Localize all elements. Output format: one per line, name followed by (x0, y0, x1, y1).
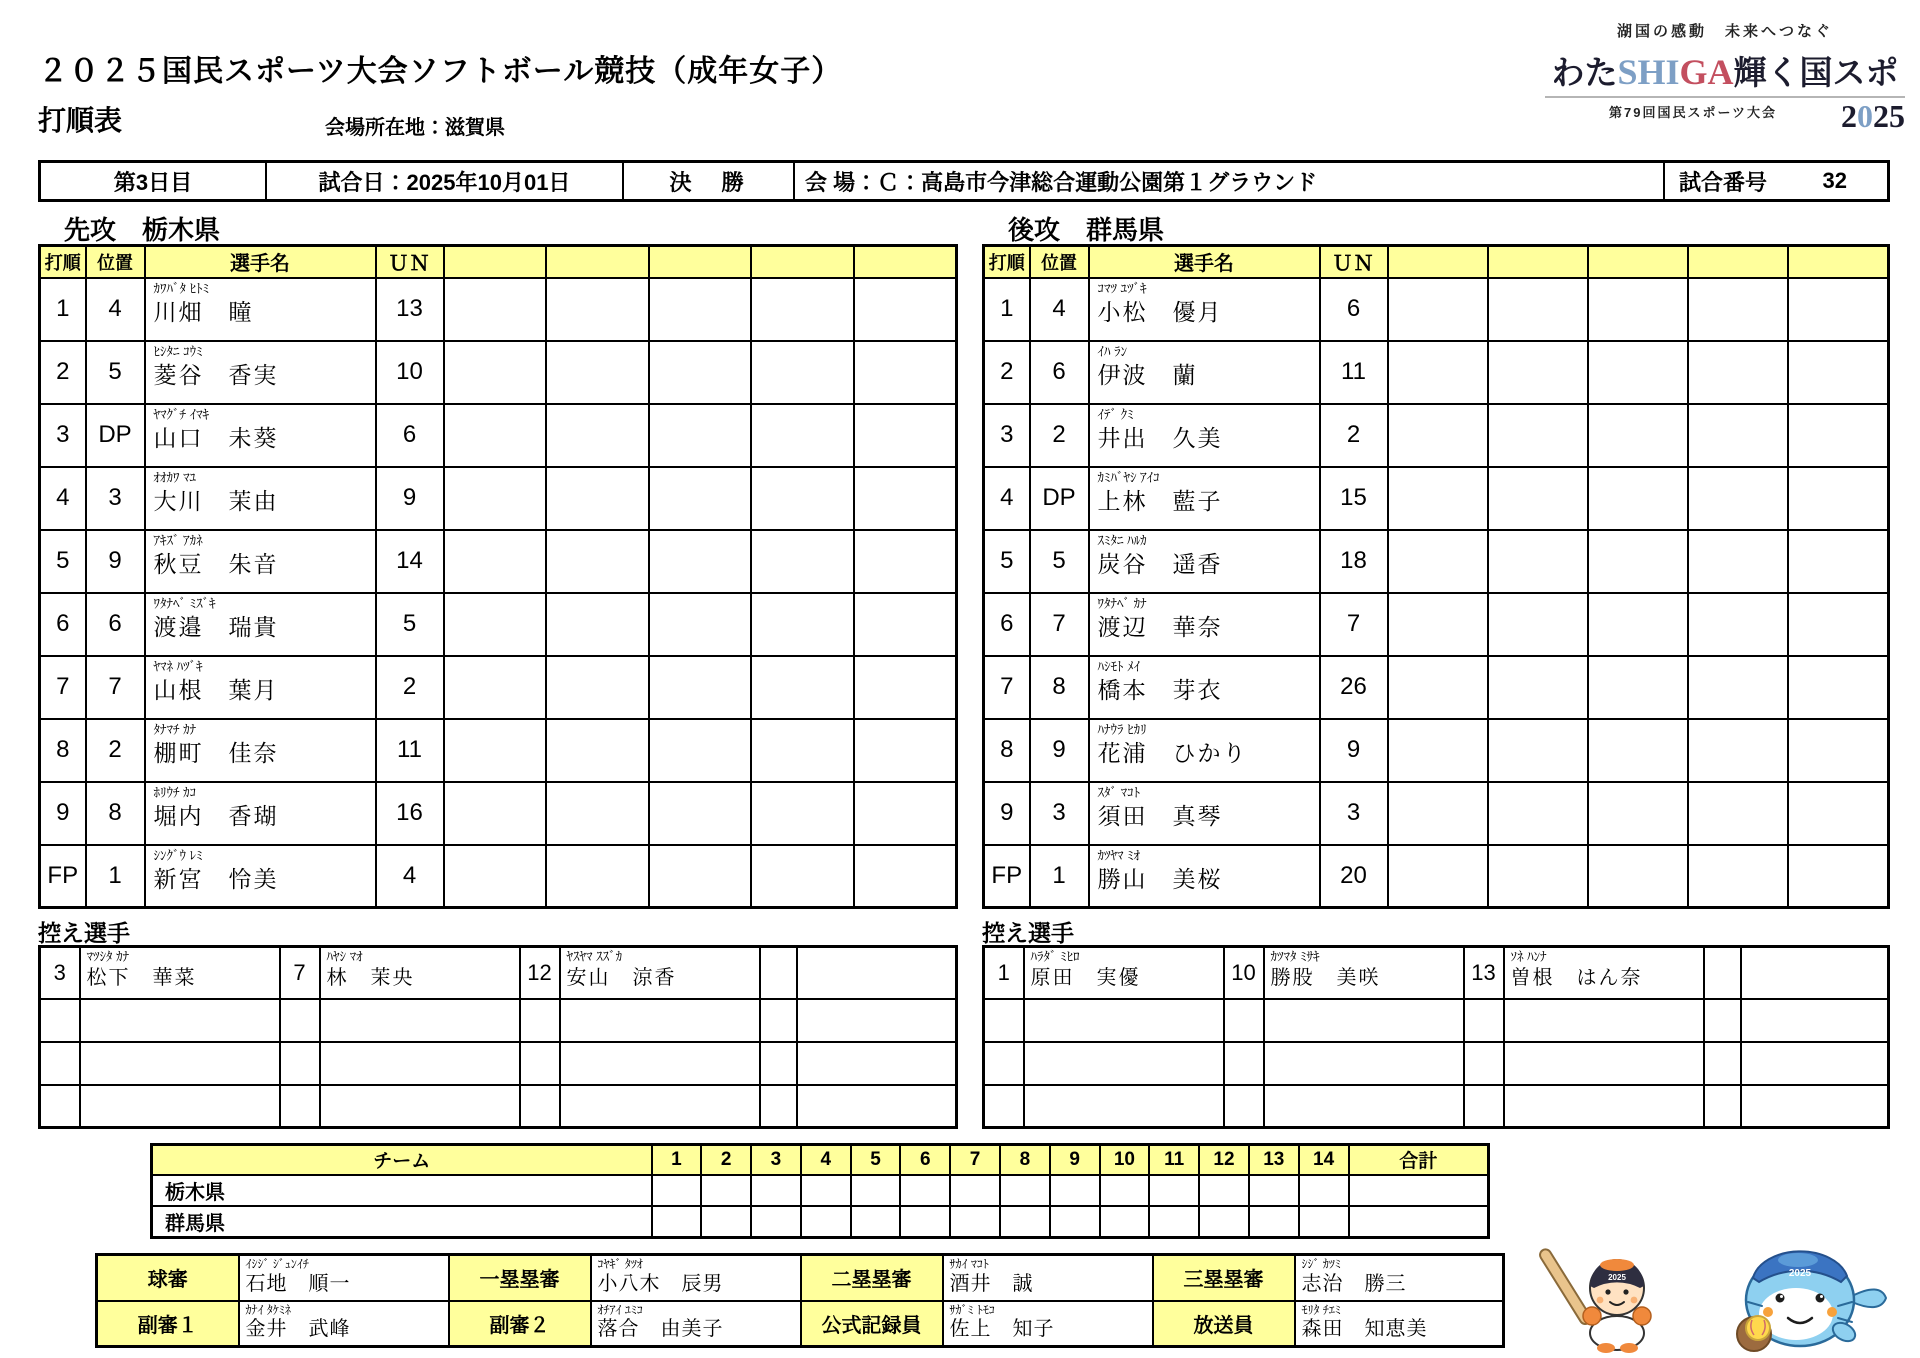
uniform-number: 11 (376, 719, 444, 782)
position: 6 (1030, 341, 1089, 404)
player-kana: ｺﾏﾂ ﾕﾂﾞｷ (1097, 280, 1147, 296)
batting-order: 8 (40, 719, 86, 782)
player-name-cell (145, 719, 376, 782)
reserve-name: 勝股 美咲 (1270, 966, 1381, 989)
officials-table (95, 1253, 1505, 1348)
player-name: 炭谷 遥香 (1097, 551, 1223, 578)
officials-section (95, 1253, 1505, 1348)
official-role: 放送員 (1153, 1301, 1295, 1347)
reserve-name: 原田 実優 (1030, 966, 1141, 989)
lineup-row (40, 593, 957, 656)
player-name-cell (145, 530, 376, 593)
position: 8 (1030, 656, 1089, 719)
player-name-cell (145, 782, 376, 845)
col-batting-order: 打順 (40, 246, 86, 278)
position: 5 (86, 341, 145, 404)
uniform-number: 20 (1320, 845, 1388, 908)
player-name-cell (145, 341, 376, 404)
position: 1 (86, 845, 145, 908)
reserves-table (982, 945, 1890, 1129)
player-name-cell (145, 845, 376, 908)
official-name: 志治 勝三 (1301, 1272, 1407, 1295)
game-number-cell (1665, 163, 1887, 199)
player-name-cell (145, 404, 376, 467)
col-player-name: 選手名 (1089, 246, 1320, 278)
player-name-cell (145, 656, 376, 719)
player-name: 山根 葉月 (153, 677, 279, 704)
player-name: 渡邉 瑞貴 (153, 614, 279, 641)
reserve-name-cell (1504, 947, 1704, 999)
official-role: 副審１ (97, 1301, 239, 1347)
col-blank (1788, 246, 1888, 278)
uniform-number: 15 (1320, 467, 1388, 530)
match-round: 決 勝 (624, 163, 795, 199)
uniform-number: 9 (1320, 719, 1388, 782)
col-blank (546, 246, 649, 278)
batting-order: FP (984, 845, 1030, 908)
col-total: 合計 (1349, 1145, 1489, 1175)
player-kana: ｱｷｽﾞ ｱｶﾈ (153, 532, 203, 548)
player-name-cell (1089, 278, 1320, 341)
score-row (152, 1175, 1489, 1206)
match-date: 試合日：2025年10月01日 (267, 163, 624, 199)
position: 7 (1030, 593, 1089, 656)
col-inning: 9 (1050, 1145, 1100, 1175)
logo-ga: GA (1679, 52, 1734, 92)
official-name-cell (1295, 1255, 1504, 1301)
lineup-row (984, 467, 1889, 530)
player-name: 棚町 佳奈 (153, 740, 279, 767)
batting-order: 4 (40, 467, 86, 530)
col-blank (1688, 246, 1788, 278)
uniform-number: 7 (1320, 593, 1388, 656)
position: 2 (86, 719, 145, 782)
logo-wordmark (1545, 47, 1905, 94)
col-inning: 10 (1100, 1145, 1150, 1175)
team-label (1008, 210, 1890, 244)
official-name-cell (591, 1301, 801, 1347)
col-inning: 8 (1000, 1145, 1050, 1175)
player-kana: ｼﾝｸﾞｳ ﾚﾐ (153, 847, 203, 863)
col-team: チーム (152, 1145, 652, 1175)
reserve-number: 3 (40, 947, 80, 999)
game-number-value: 32 (1822, 168, 1847, 193)
batting-order: 6 (40, 593, 86, 656)
lineup-row (40, 530, 957, 593)
official-name-cell (943, 1301, 1153, 1347)
reserve-kana: ﾊﾗﾀﾞ ﾐﾋﾛ (1030, 949, 1080, 964)
mascot-catfish (1737, 1251, 1886, 1351)
player-kana: ﾊｼﾓﾄ ﾒｲ (1097, 658, 1141, 674)
lineup-row (40, 782, 957, 845)
player-name-cell (145, 593, 376, 656)
uniform-number: 14 (376, 530, 444, 593)
player-kana: ﾎﾘｳﾁ ｶｺ (153, 784, 197, 800)
lineup-row (984, 656, 1889, 719)
position: 3 (1030, 782, 1089, 845)
official-kana: ｻｶｲ ﾏｺﾄ (949, 1257, 989, 1271)
official-name: 酒井 誠 (949, 1272, 1034, 1295)
position: 1 (1030, 845, 1089, 908)
player-name-cell (1089, 845, 1320, 908)
uniform-number: 16 (376, 782, 444, 845)
col-blank (1488, 246, 1588, 278)
uniform-number: 4 (376, 845, 444, 908)
attack-order-label: 後攻 (1008, 215, 1061, 245)
reserve-name: 安山 涼香 (566, 966, 677, 989)
officials-row (97, 1301, 1504, 1347)
col-inning: 7 (950, 1145, 1000, 1175)
player-name-cell (145, 467, 376, 530)
uniform-number: 6 (1320, 278, 1388, 341)
lineup-row (984, 404, 1889, 467)
reserve-kana: ﾏﾂｼﾀ ｶﾅ (86, 949, 130, 964)
reserve-kana: ﾊﾔｼ ﾏｵ (326, 949, 363, 964)
official-role: 副審２ (449, 1301, 591, 1347)
official-name-cell (591, 1255, 801, 1301)
batting-order: 2 (40, 341, 86, 404)
batting-order: 9 (40, 782, 86, 845)
official-name: 森田 知恵美 (1301, 1318, 1428, 1341)
mascot-batter (1538, 1247, 1651, 1353)
reserve-kana: ｿﾈ ﾊﾝﾅ (1510, 949, 1547, 964)
reserve-kana: ﾔｽﾔﾏ ｽｽﾞｶ (566, 949, 623, 964)
col-blank (854, 246, 957, 278)
lineup-row (40, 467, 957, 530)
lineup-row (40, 656, 957, 719)
team-section-second-attack (982, 210, 1890, 1129)
reserves-table (38, 945, 958, 1129)
col-inning: 2 (701, 1145, 751, 1175)
official-kana: ｵﾁｱｲ ﾕﾐｺ (597, 1302, 643, 1317)
lineup-row (984, 593, 1889, 656)
uniform-number: 6 (376, 404, 444, 467)
reserve-name-cell (80, 947, 280, 999)
lineup-row (984, 341, 1889, 404)
col-inning: 5 (851, 1145, 901, 1175)
player-name: 井出 久美 (1097, 425, 1223, 452)
player-name: 須田 真琴 (1097, 803, 1223, 830)
official-role: 球審 (97, 1255, 239, 1301)
official-name-cell (239, 1301, 449, 1347)
team-label (64, 210, 958, 244)
col-uniform-number: ＵＮ (376, 246, 444, 278)
player-name: 橋本 芽衣 (1097, 677, 1223, 704)
player-kana: ﾊﾅｳﾗ ﾋｶﾘ (1097, 721, 1147, 737)
reserve-number: 12 (520, 947, 560, 999)
col-blank (751, 246, 854, 278)
player-name: 新宮 怜美 (153, 866, 279, 893)
position: 8 (86, 782, 145, 845)
mascots-illustration (1522, 1236, 1914, 1356)
player-name-cell (1089, 341, 1320, 404)
lineup-header-row (984, 246, 1889, 278)
position: 6 (86, 593, 145, 656)
official-kana: ｺﾔｷﾞ ﾀﾂｵ (597, 1257, 643, 1271)
lineup-header-row (40, 246, 957, 278)
player-kana: ｶﾜﾊﾞﾀ ﾋﾄﾐ (153, 280, 210, 296)
player-name-cell (1089, 530, 1320, 593)
batting-order: 2 (984, 341, 1030, 404)
lineup-row (40, 845, 957, 908)
reserve-row-empty (40, 999, 957, 1042)
reserve-name-cell (560, 947, 760, 999)
official-kana: ｲｼｼﾞ ｼﾞｭﾝｲﾁ (245, 1257, 309, 1271)
reserve-number: 13 (1464, 947, 1504, 999)
logo-year (1841, 100, 1905, 132)
official-name: 佐上 知子 (949, 1318, 1055, 1341)
col-inning: 3 (751, 1145, 801, 1175)
lineup-row (40, 719, 957, 782)
lineup-row (40, 404, 957, 467)
player-name-cell (1089, 404, 1320, 467)
reserve-name-cell (1264, 947, 1464, 999)
lineup-row (984, 845, 1889, 908)
col-inning: 13 (1249, 1145, 1299, 1175)
attack-order-label: 先攻 (64, 215, 117, 245)
logo-year-0: 0 (1857, 98, 1873, 134)
official-kana: ﾓﾘﾀ ﾁｴﾐ (1301, 1302, 1341, 1317)
score-team-name: 群馬県 (152, 1206, 652, 1238)
official-name-cell (943, 1255, 1153, 1301)
player-name: 花浦 ひかり (1097, 740, 1248, 767)
score-header-row (152, 1145, 1489, 1175)
batting-order: 1 (984, 278, 1030, 341)
reserves-label: 控え選手 (982, 920, 1074, 946)
reserve-kana: ｶﾂﾏﾀ ﾐｻｷ (1270, 949, 1320, 964)
lineup-row (984, 530, 1889, 593)
position: 9 (86, 530, 145, 593)
logo-year-25: 25 (1873, 98, 1905, 134)
svg-text:2025: 2025 (1608, 1273, 1626, 1282)
score-team-name: 栃木県 (152, 1175, 652, 1206)
logo-prefix: わた (1551, 54, 1618, 91)
player-name: 山口 未葵 (153, 425, 279, 452)
col-position: 位置 (86, 246, 145, 278)
player-kana: ｶﾂﾔﾏ ﾐｵ (1097, 847, 1141, 863)
player-name-cell (1089, 719, 1320, 782)
reserve-row (984, 947, 1889, 999)
reserve-name-cell (320, 947, 520, 999)
position: 7 (86, 656, 145, 719)
player-name: 堀内 香瑚 (153, 803, 279, 830)
player-name-cell (1089, 656, 1320, 719)
reserve-number: 7 (280, 947, 320, 999)
player-kana: ﾋｼﾀﾆ ｺｳﾐ (153, 343, 203, 359)
player-name-cell (145, 278, 376, 341)
official-name: 落合 由美子 (597, 1318, 724, 1341)
uniform-number: 3 (1320, 782, 1388, 845)
player-name: 伊波 蘭 (1097, 362, 1198, 389)
col-position: 位置 (1030, 246, 1089, 278)
uniform-number: 26 (1320, 656, 1388, 719)
lineup-row (984, 719, 1889, 782)
player-name-cell (1089, 782, 1320, 845)
reserve-row-empty (984, 999, 1889, 1042)
col-inning: 12 (1199, 1145, 1249, 1175)
position: 4 (1030, 278, 1089, 341)
reserve-row-empty (984, 1085, 1889, 1128)
tournament-logo (1545, 20, 1905, 132)
batting-order: 1 (40, 278, 86, 341)
col-blank (649, 246, 752, 278)
reserve-row-empty (40, 1085, 957, 1128)
player-kana: ｽﾀﾞ ﾏｺﾄ (1097, 784, 1141, 800)
logo-year-2: 2 (1841, 98, 1857, 134)
logo-bottom-row (1545, 96, 1905, 132)
player-name: 菱谷 香実 (153, 362, 279, 389)
match-info-bar (38, 160, 1890, 202)
batting-order: 7 (984, 656, 1030, 719)
col-player-name: 選手名 (145, 246, 376, 278)
col-inning: 4 (801, 1145, 851, 1175)
official-name: 小八木 辰男 (597, 1272, 724, 1295)
batting-order: 3 (40, 404, 86, 467)
player-kana: ﾔﾏﾈ ﾊﾂﾞｷ (153, 658, 203, 674)
reserve-name: 松下 華菜 (86, 966, 197, 989)
official-name: 金井 武峰 (245, 1318, 351, 1341)
batting-order: 4 (984, 467, 1030, 530)
prefecture-name: 栃木県 (142, 215, 221, 245)
logo-tagline: 湖国の感動 未来へつなぐ (1616, 23, 1833, 40)
official-kana: ｶﾅｲ ﾀｹﾐﾈ (245, 1302, 291, 1317)
player-name: 秋豆 朱音 (153, 551, 279, 578)
uniform-number: 18 (1320, 530, 1388, 593)
uniform-number: 10 (376, 341, 444, 404)
official-role: 公式記録員 (801, 1301, 943, 1347)
lineup-table (982, 244, 1890, 909)
page-subtitle: 打順表 (38, 105, 123, 136)
lineup-row (40, 341, 957, 404)
venue-location: 会場所在地：滋賀県 (325, 117, 505, 139)
official-kana: ｼｼﾞ ｶﾂﾐ (1301, 1257, 1341, 1271)
player-name: 大川 茉由 (153, 488, 279, 515)
uniform-number: 11 (1320, 341, 1388, 404)
uniform-number: 2 (1320, 404, 1388, 467)
col-inning: 11 (1149, 1145, 1199, 1175)
lineup-row (984, 782, 1889, 845)
col-inning: 1 (652, 1145, 702, 1175)
reserve-row (40, 947, 957, 999)
official-role: 三塁塁審 (1153, 1255, 1295, 1301)
batting-order: FP (40, 845, 86, 908)
player-kana: ﾜﾀﾅﾍﾞ ﾐｽﾞｷ (153, 595, 216, 611)
batting-order: 6 (984, 593, 1030, 656)
official-role: 一塁塁審 (449, 1255, 591, 1301)
position: 3 (86, 467, 145, 530)
official-name: 石地 順一 (245, 1272, 351, 1295)
reserve-row-empty (40, 1042, 957, 1085)
batting-order: 3 (984, 404, 1030, 467)
player-kana: ｵｵｶﾜ ﾏﾕ (153, 469, 197, 485)
player-name: 小松 優月 (1097, 299, 1223, 326)
batting-order: 5 (40, 530, 86, 593)
player-name-cell (1089, 467, 1320, 530)
batting-order: 9 (984, 782, 1030, 845)
logo-suffix: 輝く国スポ (1733, 54, 1899, 91)
uniform-number: 5 (376, 593, 444, 656)
col-blank (1588, 246, 1688, 278)
uniform-number: 13 (376, 278, 444, 341)
score-table-section (150, 1143, 1490, 1239)
col-blank (1388, 246, 1488, 278)
match-day: 第3日目 (41, 163, 267, 199)
reserve-name-cell (1024, 947, 1224, 999)
player-name: 川畑 瞳 (153, 299, 254, 326)
player-name-cell (1089, 593, 1320, 656)
col-batting-order: 打順 (984, 246, 1030, 278)
lineup-row (40, 278, 957, 341)
uniform-number: 2 (376, 656, 444, 719)
position: 2 (1030, 404, 1089, 467)
position: 9 (1030, 719, 1089, 782)
batting-order: 8 (984, 719, 1030, 782)
reserves-label: 控え選手 (38, 920, 130, 946)
player-kana: ｲﾃﾞ ｸﾐ (1097, 406, 1134, 422)
batting-order: 5 (984, 530, 1030, 593)
player-name: 上林 藍子 (1097, 488, 1223, 515)
position: 5 (1030, 530, 1089, 593)
uniform-number: 9 (376, 467, 444, 530)
reserve-name: 曽根 はん奈 (1510, 966, 1643, 989)
official-role: 二塁塁審 (801, 1255, 943, 1301)
game-number-label: 試合番号 (1679, 169, 1768, 195)
officials-row (97, 1255, 1504, 1301)
page-title: ２０２５国民スポーツ大会ソフトボール競技（成年女子） (38, 55, 843, 88)
batting-order: 7 (40, 656, 86, 719)
col-blank (444, 246, 547, 278)
position: DP (1030, 467, 1089, 530)
position: 4 (86, 278, 145, 341)
logo-shi: SHI (1617, 52, 1680, 92)
match-venue: 会 場：Ｃ：高島市今津総合運動公園第１グラウンド (795, 163, 1665, 199)
col-inning: 6 (900, 1145, 950, 1175)
score-table (150, 1143, 1490, 1239)
official-name-cell (1295, 1301, 1504, 1347)
reserve-number: 10 (1224, 947, 1264, 999)
col-uniform-number: ＵＮ (1320, 246, 1388, 278)
player-kana: ｲﾊ ﾗﾝ (1097, 343, 1128, 359)
reserve-number: 1 (984, 947, 1024, 999)
position: DP (86, 404, 145, 467)
svg-text:2025: 2025 (1788, 1268, 1812, 1279)
official-name-cell (239, 1255, 449, 1301)
player-kana: ﾔﾏｸﾞﾁ ｲﾏｷ (153, 406, 210, 422)
col-inning: 14 (1299, 1145, 1349, 1175)
lineup-row (984, 278, 1889, 341)
player-kana: ﾜﾀﾅﾍﾞ ｶﾅ (1097, 595, 1147, 611)
player-kana: ｽﾐﾀﾆ ﾊﾙｶ (1097, 532, 1147, 548)
reserve-row-empty (984, 1042, 1889, 1085)
player-name: 渡辺 華奈 (1097, 614, 1223, 641)
score-row (152, 1206, 1489, 1238)
official-kana: ｻｶﾞﾐ ﾄﾓｺ (949, 1302, 995, 1317)
player-kana: ﾀﾅﾏﾁ ｶﾅ (153, 721, 197, 737)
prefecture-name: 群馬県 (1086, 215, 1165, 245)
logo-subtitle: 第79回国民スポーツ大会 (1609, 105, 1777, 120)
player-name: 勝山 美桜 (1097, 866, 1223, 893)
lineup-table (38, 244, 958, 909)
reserve-name: 林 茉央 (326, 966, 415, 989)
player-kana: ｶﾐﾊﾞﾔｼ ｱｲｺ (1097, 469, 1160, 485)
team-section-first-attack (38, 210, 958, 1129)
